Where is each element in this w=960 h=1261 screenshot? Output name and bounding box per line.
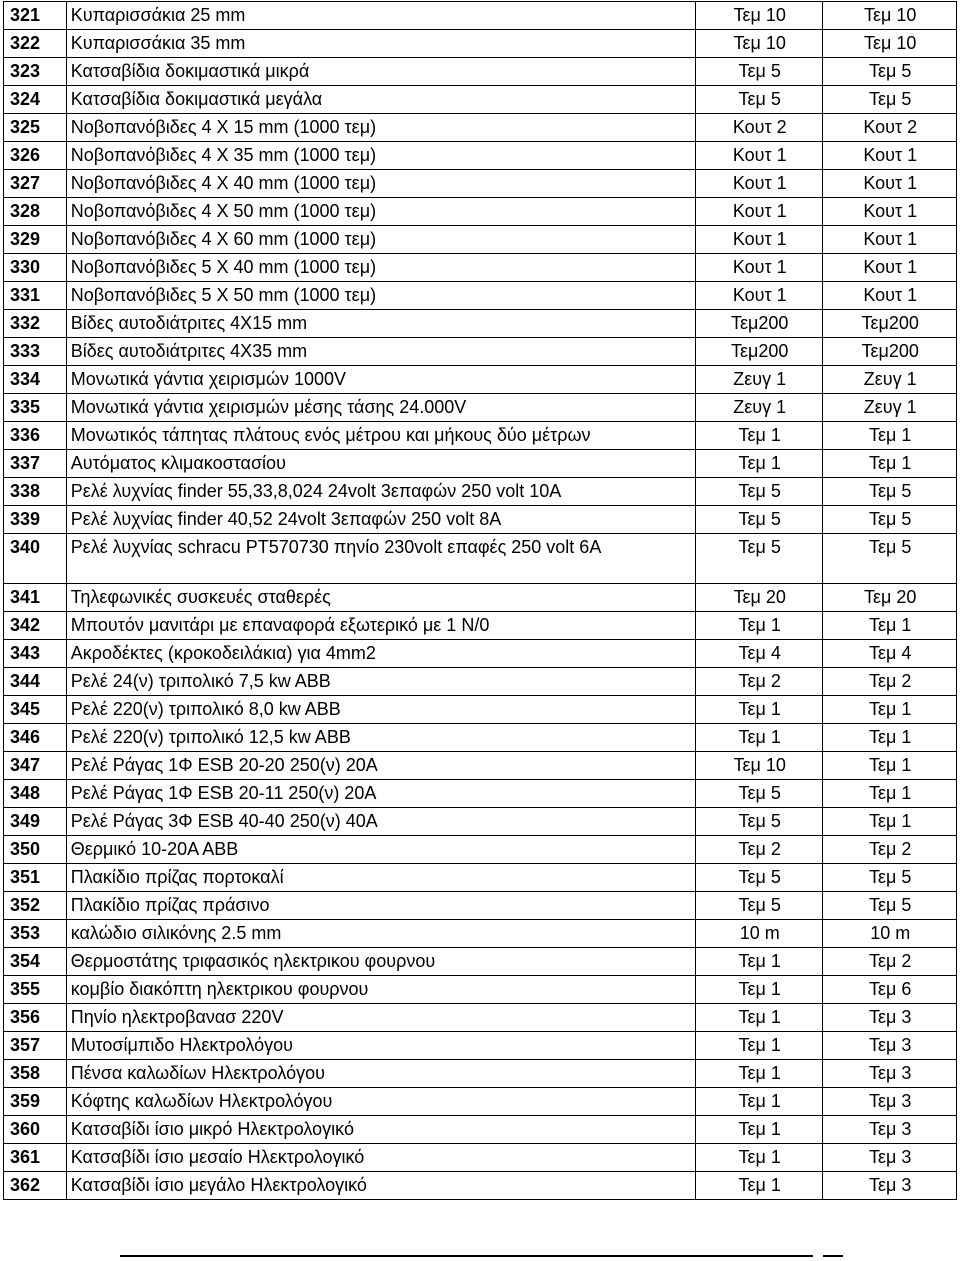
item-description-cell: Τηλεφωνικές συσκευές σταθερές bbox=[66, 584, 695, 612]
item-description-cell: Ρελέ Ράγας 1Φ ESB 20-11 250(ν) 20A bbox=[66, 780, 695, 808]
table-row bbox=[4, 198, 957, 226]
quantity-cell: Τεμ 2 bbox=[695, 836, 822, 864]
item-number-cell: 349 bbox=[4, 808, 67, 836]
table-row bbox=[4, 696, 957, 724]
quantity-awarded-cell: Ζευγ 1 bbox=[823, 366, 957, 394]
table-row bbox=[4, 422, 957, 450]
quantity-cell: Τεμ 5 bbox=[695, 808, 822, 836]
item-description-cell: Κατσαβίδι ίσιο μικρό Ηλεκτρολογικό bbox=[66, 1116, 695, 1144]
quantity-cell: Τεμ 10 bbox=[695, 752, 822, 780]
quantity-awarded-cell: Κουτ 1 bbox=[823, 282, 957, 310]
quantity-awarded-cell: Τεμ 2 bbox=[823, 836, 957, 864]
quantity-cell: Τεμ 1 bbox=[695, 612, 822, 640]
item-number-cell: 329 bbox=[4, 226, 67, 254]
item-description-cell: Ακροδέκτες (κροκοδειλάκια) για 4mm2 bbox=[66, 640, 695, 668]
quantity-awarded-cell: Τεμ 1 bbox=[823, 450, 957, 478]
table-row bbox=[4, 920, 957, 948]
item-description-cell: Πηνίο ηλεκτροβανασ 220V bbox=[66, 1004, 695, 1032]
quantity-cell: Τεμ 1 bbox=[695, 450, 822, 478]
table-row bbox=[4, 366, 957, 394]
quantity-awarded-cell: Τεμ 5 bbox=[823, 478, 957, 506]
item-number-cell: 356 bbox=[4, 1004, 67, 1032]
quantity-cell: Τεμ200 bbox=[695, 338, 822, 366]
quantity-awarded-cell: Κουτ 2 bbox=[823, 114, 957, 142]
item-number-cell: 336 bbox=[4, 422, 67, 450]
quantity-awarded-cell: Κουτ 1 bbox=[823, 226, 957, 254]
quantity-awarded-cell: Τεμ 1 bbox=[823, 780, 957, 808]
item-number-cell: 326 bbox=[4, 142, 67, 170]
table-row bbox=[4, 724, 957, 752]
quantity-cell: Τεμ 5 bbox=[695, 534, 822, 584]
table-row bbox=[4, 668, 957, 696]
quantity-awarded-cell: Τεμ 5 bbox=[823, 864, 957, 892]
quantity-awarded-cell: Τεμ 20 bbox=[823, 584, 957, 612]
quantity-awarded-cell: Τεμ 3 bbox=[823, 1004, 957, 1032]
item-description-cell: Ρελέ λυχνίας finder 40,52 24volt 3επαφών 250 volt 8A bbox=[66, 506, 695, 534]
item-number-cell: 321 bbox=[4, 2, 67, 30]
quantity-cell: Τεμ 10 bbox=[695, 30, 822, 58]
quantity-cell: Τεμ 5 bbox=[695, 478, 822, 506]
quantity-cell: Τεμ 1 bbox=[695, 724, 822, 752]
item-description-cell: Μονωτικός τάπητας πλάτους ενός μέτρου και μήκους δύο μέτρων bbox=[66, 422, 695, 450]
table-row bbox=[4, 976, 957, 1004]
table-row bbox=[4, 142, 957, 170]
table-row bbox=[4, 892, 957, 920]
table-row bbox=[4, 170, 957, 198]
item-description-cell: Κατσαβίδι ίσιο μεσαίο Ηλεκτρολογικό bbox=[66, 1144, 695, 1172]
quantity-awarded-cell: Τεμ 3 bbox=[823, 1116, 957, 1144]
items-table bbox=[3, 1, 957, 1200]
item-description-cell: Ρελέ 24(ν) τριπολικό 7,5 kw ABB bbox=[66, 668, 695, 696]
quantity-cell: Τεμ 5 bbox=[695, 506, 822, 534]
quantity-awarded-cell: 10 m bbox=[823, 920, 957, 948]
table-row bbox=[4, 836, 957, 864]
quantity-cell: Ζευγ 1 bbox=[695, 366, 822, 394]
item-description-cell: Ρελέ Ράγας 1Φ ESB 20-20 250(ν) 20A bbox=[66, 752, 695, 780]
quantity-awarded-cell: Τεμ 1 bbox=[823, 612, 957, 640]
item-number-cell: 339 bbox=[4, 506, 67, 534]
table-row bbox=[4, 948, 957, 976]
table-row bbox=[4, 30, 957, 58]
item-description-cell: Μονωτικά γάντια χειρισμών μέσης τάσης 24.000V bbox=[66, 394, 695, 422]
quantity-awarded-cell: Τεμ 1 bbox=[823, 752, 957, 780]
item-description-cell: Μυτοσίμπιδο Ηλεκτρολόγου bbox=[66, 1032, 695, 1060]
quantity-awarded-cell: Τεμ 3 bbox=[823, 1144, 957, 1172]
quantity-awarded-cell: Τεμ 1 bbox=[823, 808, 957, 836]
quantity-awarded-cell: Τεμ 5 bbox=[823, 506, 957, 534]
item-number-cell: 354 bbox=[4, 948, 67, 976]
quantity-cell: Τεμ 1 bbox=[695, 1032, 822, 1060]
item-description-cell: Θερμικό 10-20A ABB bbox=[66, 836, 695, 864]
quantity-cell: Τεμ 1 bbox=[695, 1060, 822, 1088]
quantity-awarded-cell: Ζευγ 1 bbox=[823, 394, 957, 422]
item-number-cell: 334 bbox=[4, 366, 67, 394]
item-description-cell: Νοβοπανόβιδες 4 Χ 40 mm (1000 τεμ) bbox=[66, 170, 695, 198]
quantity-awarded-cell: Τεμ 4 bbox=[823, 640, 957, 668]
quantity-awarded-cell: Τεμ 5 bbox=[823, 86, 957, 114]
item-number-cell: 351 bbox=[4, 864, 67, 892]
quantity-awarded-cell: Τεμ 5 bbox=[823, 58, 957, 86]
quantity-awarded-cell: Τεμ 2 bbox=[823, 948, 957, 976]
item-description-cell: Νοβοπανόβιδες 4 Χ 35 mm (1000 τεμ) bbox=[66, 142, 695, 170]
item-number-cell: 338 bbox=[4, 478, 67, 506]
table-row bbox=[4, 864, 957, 892]
item-description-cell: Μπουτόν μανιτάρι με επαναφορά εξωτερικό με 1 Ν/0 bbox=[66, 612, 695, 640]
item-description-cell: Πλακίδιο πρίζας πορτοκαλί bbox=[66, 864, 695, 892]
quantity-awarded-cell: Τεμ 2 bbox=[823, 668, 957, 696]
item-description-cell: Νοβοπανόβιδες 4 Χ 60 mm (1000 τεμ) bbox=[66, 226, 695, 254]
table-row bbox=[4, 394, 957, 422]
quantity-cell: Τεμ 1 bbox=[695, 1088, 822, 1116]
quantity-awarded-cell: Τεμ 3 bbox=[823, 1088, 957, 1116]
item-number-cell: 347 bbox=[4, 752, 67, 780]
quantity-cell: Κουτ 1 bbox=[695, 254, 822, 282]
quantity-cell: Κουτ 1 bbox=[695, 142, 822, 170]
item-number-cell: 335 bbox=[4, 394, 67, 422]
quantity-cell: Κουτ 1 bbox=[695, 170, 822, 198]
item-description-cell: Κατσαβίδι ίσιο μεγάλο Ηλεκτρολογικό bbox=[66, 1172, 695, 1200]
quantity-cell: Τεμ 5 bbox=[695, 780, 822, 808]
table-row bbox=[4, 58, 957, 86]
table-row bbox=[4, 254, 957, 282]
item-description-cell: Ρελέ 220(ν) τριπολικό 8,0 kw ABB bbox=[66, 696, 695, 724]
table-row bbox=[4, 86, 957, 114]
item-description-cell: Νοβοπανόβιδες 4 Χ 15 mm (1000 τεμ) bbox=[66, 114, 695, 142]
quantity-awarded-cell: Τεμ 5 bbox=[823, 534, 957, 584]
item-number-cell: 328 bbox=[4, 198, 67, 226]
quantity-cell: Τεμ 1 bbox=[695, 1004, 822, 1032]
quantity-cell: Τεμ 5 bbox=[695, 892, 822, 920]
table-row bbox=[4, 1144, 957, 1172]
quantity-cell: Τεμ 5 bbox=[695, 86, 822, 114]
table-row bbox=[4, 534, 957, 584]
quantity-cell: Τεμ 2 bbox=[695, 668, 822, 696]
item-description-cell: Αυτόματος κλιμακοστασίου bbox=[66, 450, 695, 478]
item-number-cell: 361 bbox=[4, 1144, 67, 1172]
table-row bbox=[4, 1032, 957, 1060]
item-description-cell: Κατσαβίδια δοκιμαστικά μεγάλα bbox=[66, 86, 695, 114]
quantity-cell: Κουτ 1 bbox=[695, 198, 822, 226]
item-description-cell: Κυπαρισσάκια 35 mm bbox=[66, 30, 695, 58]
quantity-awarded-cell: Τεμ 3 bbox=[823, 1060, 957, 1088]
quantity-cell: Τεμ 1 bbox=[695, 948, 822, 976]
quantity-awarded-cell: Τεμ 5 bbox=[823, 892, 957, 920]
item-description-cell: Νοβοπανόβιδες 5 Χ 40 mm (1000 τεμ) bbox=[66, 254, 695, 282]
quantity-cell: Τεμ 1 bbox=[695, 422, 822, 450]
quantity-cell: Τεμ 4 bbox=[695, 640, 822, 668]
item-number-cell: 343 bbox=[4, 640, 67, 668]
item-description-cell: Πένσα καλωδίων Ηλεκτρολόγου bbox=[66, 1060, 695, 1088]
item-number-cell: 342 bbox=[4, 612, 67, 640]
item-number-cell: 353 bbox=[4, 920, 67, 948]
item-description-cell: Ρελέ 220(ν) τριπολικό 12,5 kw ABB bbox=[66, 724, 695, 752]
footer-signature-line bbox=[120, 1255, 813, 1257]
quantity-cell: Ζευγ 1 bbox=[695, 394, 822, 422]
item-description-cell: Ρελέ λυχνίας finder 55,33,8,024 24volt 3επαφών 250 volt 10A bbox=[66, 478, 695, 506]
item-number-cell: 323 bbox=[4, 58, 67, 86]
item-number-cell: 331 bbox=[4, 282, 67, 310]
table-row bbox=[4, 1088, 957, 1116]
table-row bbox=[4, 338, 957, 366]
quantity-cell: Κουτ 2 bbox=[695, 114, 822, 142]
item-number-cell: 330 bbox=[4, 254, 67, 282]
items-table-body bbox=[4, 2, 957, 1200]
item-number-cell: 327 bbox=[4, 170, 67, 198]
quantity-awarded-cell: Τεμ 10 bbox=[823, 2, 957, 30]
item-number-cell: 340 bbox=[4, 534, 67, 584]
table-row bbox=[4, 752, 957, 780]
quantity-cell: Τεμ200 bbox=[695, 310, 822, 338]
item-description-cell: Πλακίδιο πρίζας πράσινο bbox=[66, 892, 695, 920]
quantity-cell: Τεμ 5 bbox=[695, 58, 822, 86]
table-row bbox=[4, 1004, 957, 1032]
item-number-cell: 359 bbox=[4, 1088, 67, 1116]
item-description-cell: κομβίο διακόπτη ηλεκτρικου φουρνου bbox=[66, 976, 695, 1004]
item-description-cell: Μονωτικά γάντια χειρισμών 1000V bbox=[66, 366, 695, 394]
item-description-cell: Νοβοπανόβιδες 4 Χ 50 mm (1000 τεμ) bbox=[66, 198, 695, 226]
quantity-cell: Τεμ 1 bbox=[695, 1116, 822, 1144]
quantity-cell: Κουτ 1 bbox=[695, 226, 822, 254]
item-number-cell: 346 bbox=[4, 724, 67, 752]
quantity-cell: Τεμ 5 bbox=[695, 864, 822, 892]
item-number-cell: 324 bbox=[4, 86, 67, 114]
table-row bbox=[4, 612, 957, 640]
table-row bbox=[4, 450, 957, 478]
table-row bbox=[4, 640, 957, 668]
item-description-cell: Ρελέ λυχνίας schracu PT570730 πηνίο 230volt επαφές 250 volt 6A bbox=[66, 534, 695, 584]
item-number-cell: 357 bbox=[4, 1032, 67, 1060]
quantity-awarded-cell: Κουτ 1 bbox=[823, 170, 957, 198]
item-number-cell: 360 bbox=[4, 1116, 67, 1144]
item-number-cell: 337 bbox=[4, 450, 67, 478]
item-description-cell: Βίδες αυτοδιάτριτες 4Χ35 mm bbox=[66, 338, 695, 366]
quantity-cell: Κουτ 1 bbox=[695, 282, 822, 310]
item-description-cell: Κόφτης καλωδίων Ηλεκτρολόγου bbox=[66, 1088, 695, 1116]
quantity-awarded-cell: Τεμ 1 bbox=[823, 724, 957, 752]
item-number-cell: 345 bbox=[4, 696, 67, 724]
quantity-awarded-cell: Τεμ200 bbox=[823, 338, 957, 366]
item-number-cell: 358 bbox=[4, 1060, 67, 1088]
item-number-cell: 344 bbox=[4, 668, 67, 696]
item-description-cell: καλώδιο σιλικόνης 2.5 mm bbox=[66, 920, 695, 948]
table-row bbox=[4, 226, 957, 254]
footer-short-line bbox=[823, 1255, 843, 1257]
table-row bbox=[4, 310, 957, 338]
item-number-cell: 362 bbox=[4, 1172, 67, 1200]
quantity-cell: 10 m bbox=[695, 920, 822, 948]
item-description-cell: Κατσαβίδια δοκιμαστικά μικρά bbox=[66, 58, 695, 86]
quantity-cell: Τεμ 1 bbox=[695, 1144, 822, 1172]
quantity-cell: Τεμ 20 bbox=[695, 584, 822, 612]
item-number-cell: 348 bbox=[4, 780, 67, 808]
quantity-awarded-cell: Τεμ 1 bbox=[823, 422, 957, 450]
table-row bbox=[4, 584, 957, 612]
table-row bbox=[4, 1116, 957, 1144]
item-number-cell: 350 bbox=[4, 836, 67, 864]
quantity-cell: Τεμ 1 bbox=[695, 976, 822, 1004]
item-number-cell: 333 bbox=[4, 338, 67, 366]
table-row bbox=[4, 114, 957, 142]
table-row bbox=[4, 1172, 957, 1200]
quantity-awarded-cell: Τεμ 3 bbox=[823, 1032, 957, 1060]
quantity-awarded-cell: Κουτ 1 bbox=[823, 254, 957, 282]
quantity-awarded-cell: Κουτ 1 bbox=[823, 142, 957, 170]
table-row bbox=[4, 2, 957, 30]
quantity-awarded-cell: Τεμ 1 bbox=[823, 696, 957, 724]
item-number-cell: 325 bbox=[4, 114, 67, 142]
item-description-cell: Νοβοπανόβιδες 5 Χ 50 mm (1000 τεμ) bbox=[66, 282, 695, 310]
item-description-cell: Κυπαρισσάκια 25 mm bbox=[66, 2, 695, 30]
quantity-cell: Τεμ 1 bbox=[695, 1172, 822, 1200]
quantity-cell: Τεμ 10 bbox=[695, 2, 822, 30]
table-row bbox=[4, 478, 957, 506]
quantity-awarded-cell: Τεμ200 bbox=[823, 310, 957, 338]
table-row bbox=[4, 808, 957, 836]
item-description-cell: Βίδες αυτοδιάτριτες 4Χ15 mm bbox=[66, 310, 695, 338]
table-row bbox=[4, 780, 957, 808]
item-number-cell: 322 bbox=[4, 30, 67, 58]
item-description-cell: Ρελέ Ράγας 3Φ ESB 40-40 250(ν) 40A bbox=[66, 808, 695, 836]
quantity-cell: Τεμ 1 bbox=[695, 696, 822, 724]
table-row bbox=[4, 282, 957, 310]
quantity-awarded-cell: Τεμ 10 bbox=[823, 30, 957, 58]
quantity-awarded-cell: Κουτ 1 bbox=[823, 198, 957, 226]
item-number-cell: 352 bbox=[4, 892, 67, 920]
quantity-awarded-cell: Τεμ 3 bbox=[823, 1172, 957, 1200]
item-description-cell: Θερμοστάτης τριφασικός ηλεκτρικου φουρνου bbox=[66, 948, 695, 976]
table-row bbox=[4, 1060, 957, 1088]
item-number-cell: 355 bbox=[4, 976, 67, 1004]
item-number-cell: 341 bbox=[4, 584, 67, 612]
item-number-cell: 332 bbox=[4, 310, 67, 338]
table-row bbox=[4, 506, 957, 534]
quantity-awarded-cell: Τεμ 6 bbox=[823, 976, 957, 1004]
